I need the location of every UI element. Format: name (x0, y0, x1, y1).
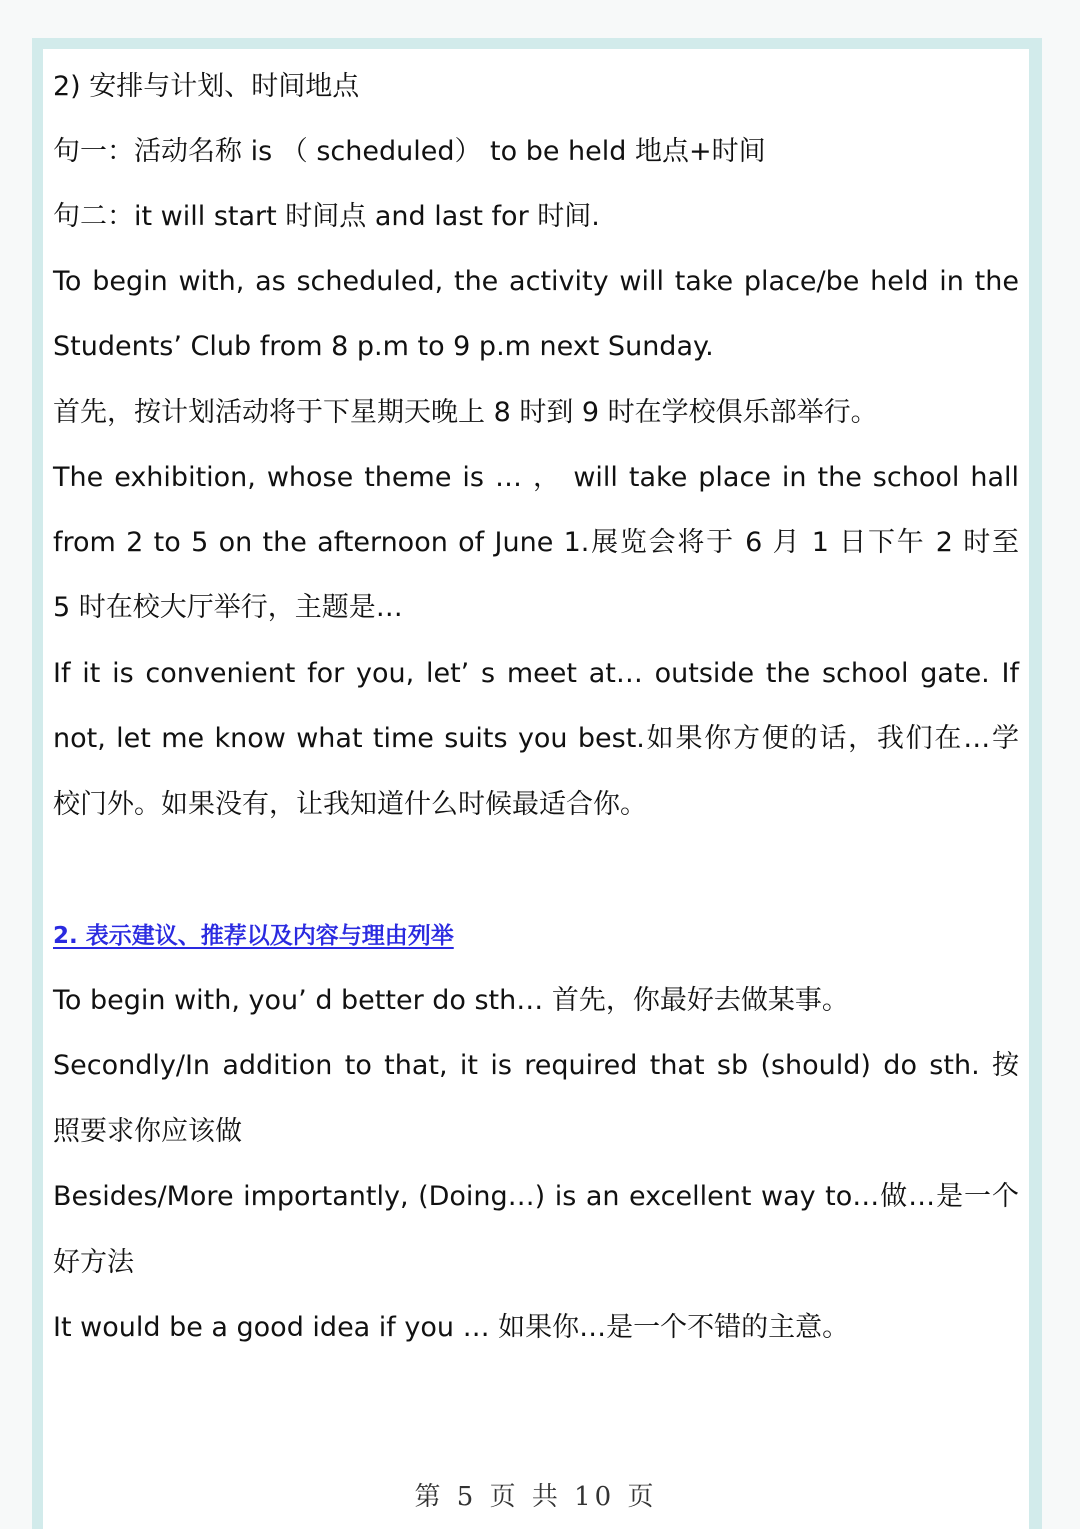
suggestion-line-1: To begin with, you’ d better do sth… 首先，你最好去做某事。 (53, 985, 849, 1016)
suggestion-line-3b: 好方法 (53, 1247, 134, 1278)
example-2-line-2: from 2 to 5 on the afternoon of June 1.展览会将于 6 月 1 日下午 2 时至 (53, 527, 1019, 558)
example-2-line-3: 5 时在校大厅举行，主题是… (53, 592, 403, 623)
sentence-pattern-1: 句一：活动名称 is （ scheduled） to be held 地点+时间 (53, 136, 766, 167)
example-3-line-1: If it is convenient for you, let’ s meet at… outside the school gate. If (53, 658, 1019, 689)
suggestion-line-2a: Secondly/In addition to that, it is required that sb (should) do sth. 按 (53, 1050, 1019, 1081)
page-number-footer: 第 5 页 共 10 页 (414, 1482, 658, 1512)
document-page (43, 49, 1029, 1529)
example-1-line-2: Students’ Club from 8 p.m to 9 p.m next Sunday. (53, 331, 714, 362)
sentence-pattern-2: 句二：it will start 时间点 and last for 时间. (53, 201, 600, 232)
example-2-line-1: The exhibition, whose theme is … ， will take place in the school hall (53, 462, 1019, 493)
example-3-line-2: not, let me know what time suits you best.如果你方便的话，我们在…学 (53, 723, 1019, 754)
suggestion-line-3a: Besides/More importantly, (Doing…) is an excellent way to…做…是一个 (53, 1181, 1019, 1212)
suggestion-line-4: It would be a good idea if you … 如果你…是一个不错的主意。 (53, 1312, 850, 1343)
suggestion-line-2b: 照要求你应该做 (53, 1116, 242, 1147)
example-3-line-3: 校门外。如果没有，让我知道什么时候最适合你。 (53, 789, 647, 820)
example-1-line-1: To begin with, as scheduled, the activity will take place/be held in the (53, 266, 1019, 297)
example-1-translation: 首先，按计划活动将于下星期天晚上 8 时到 9 时在学校俱乐部举行。 (53, 397, 878, 428)
section-heading-suggestions: 2. 表示建议、推荐以及内容与理由列举 (53, 923, 454, 949)
subheading-arrangement: 2) 安排与计划、时间地点 (53, 71, 360, 102)
